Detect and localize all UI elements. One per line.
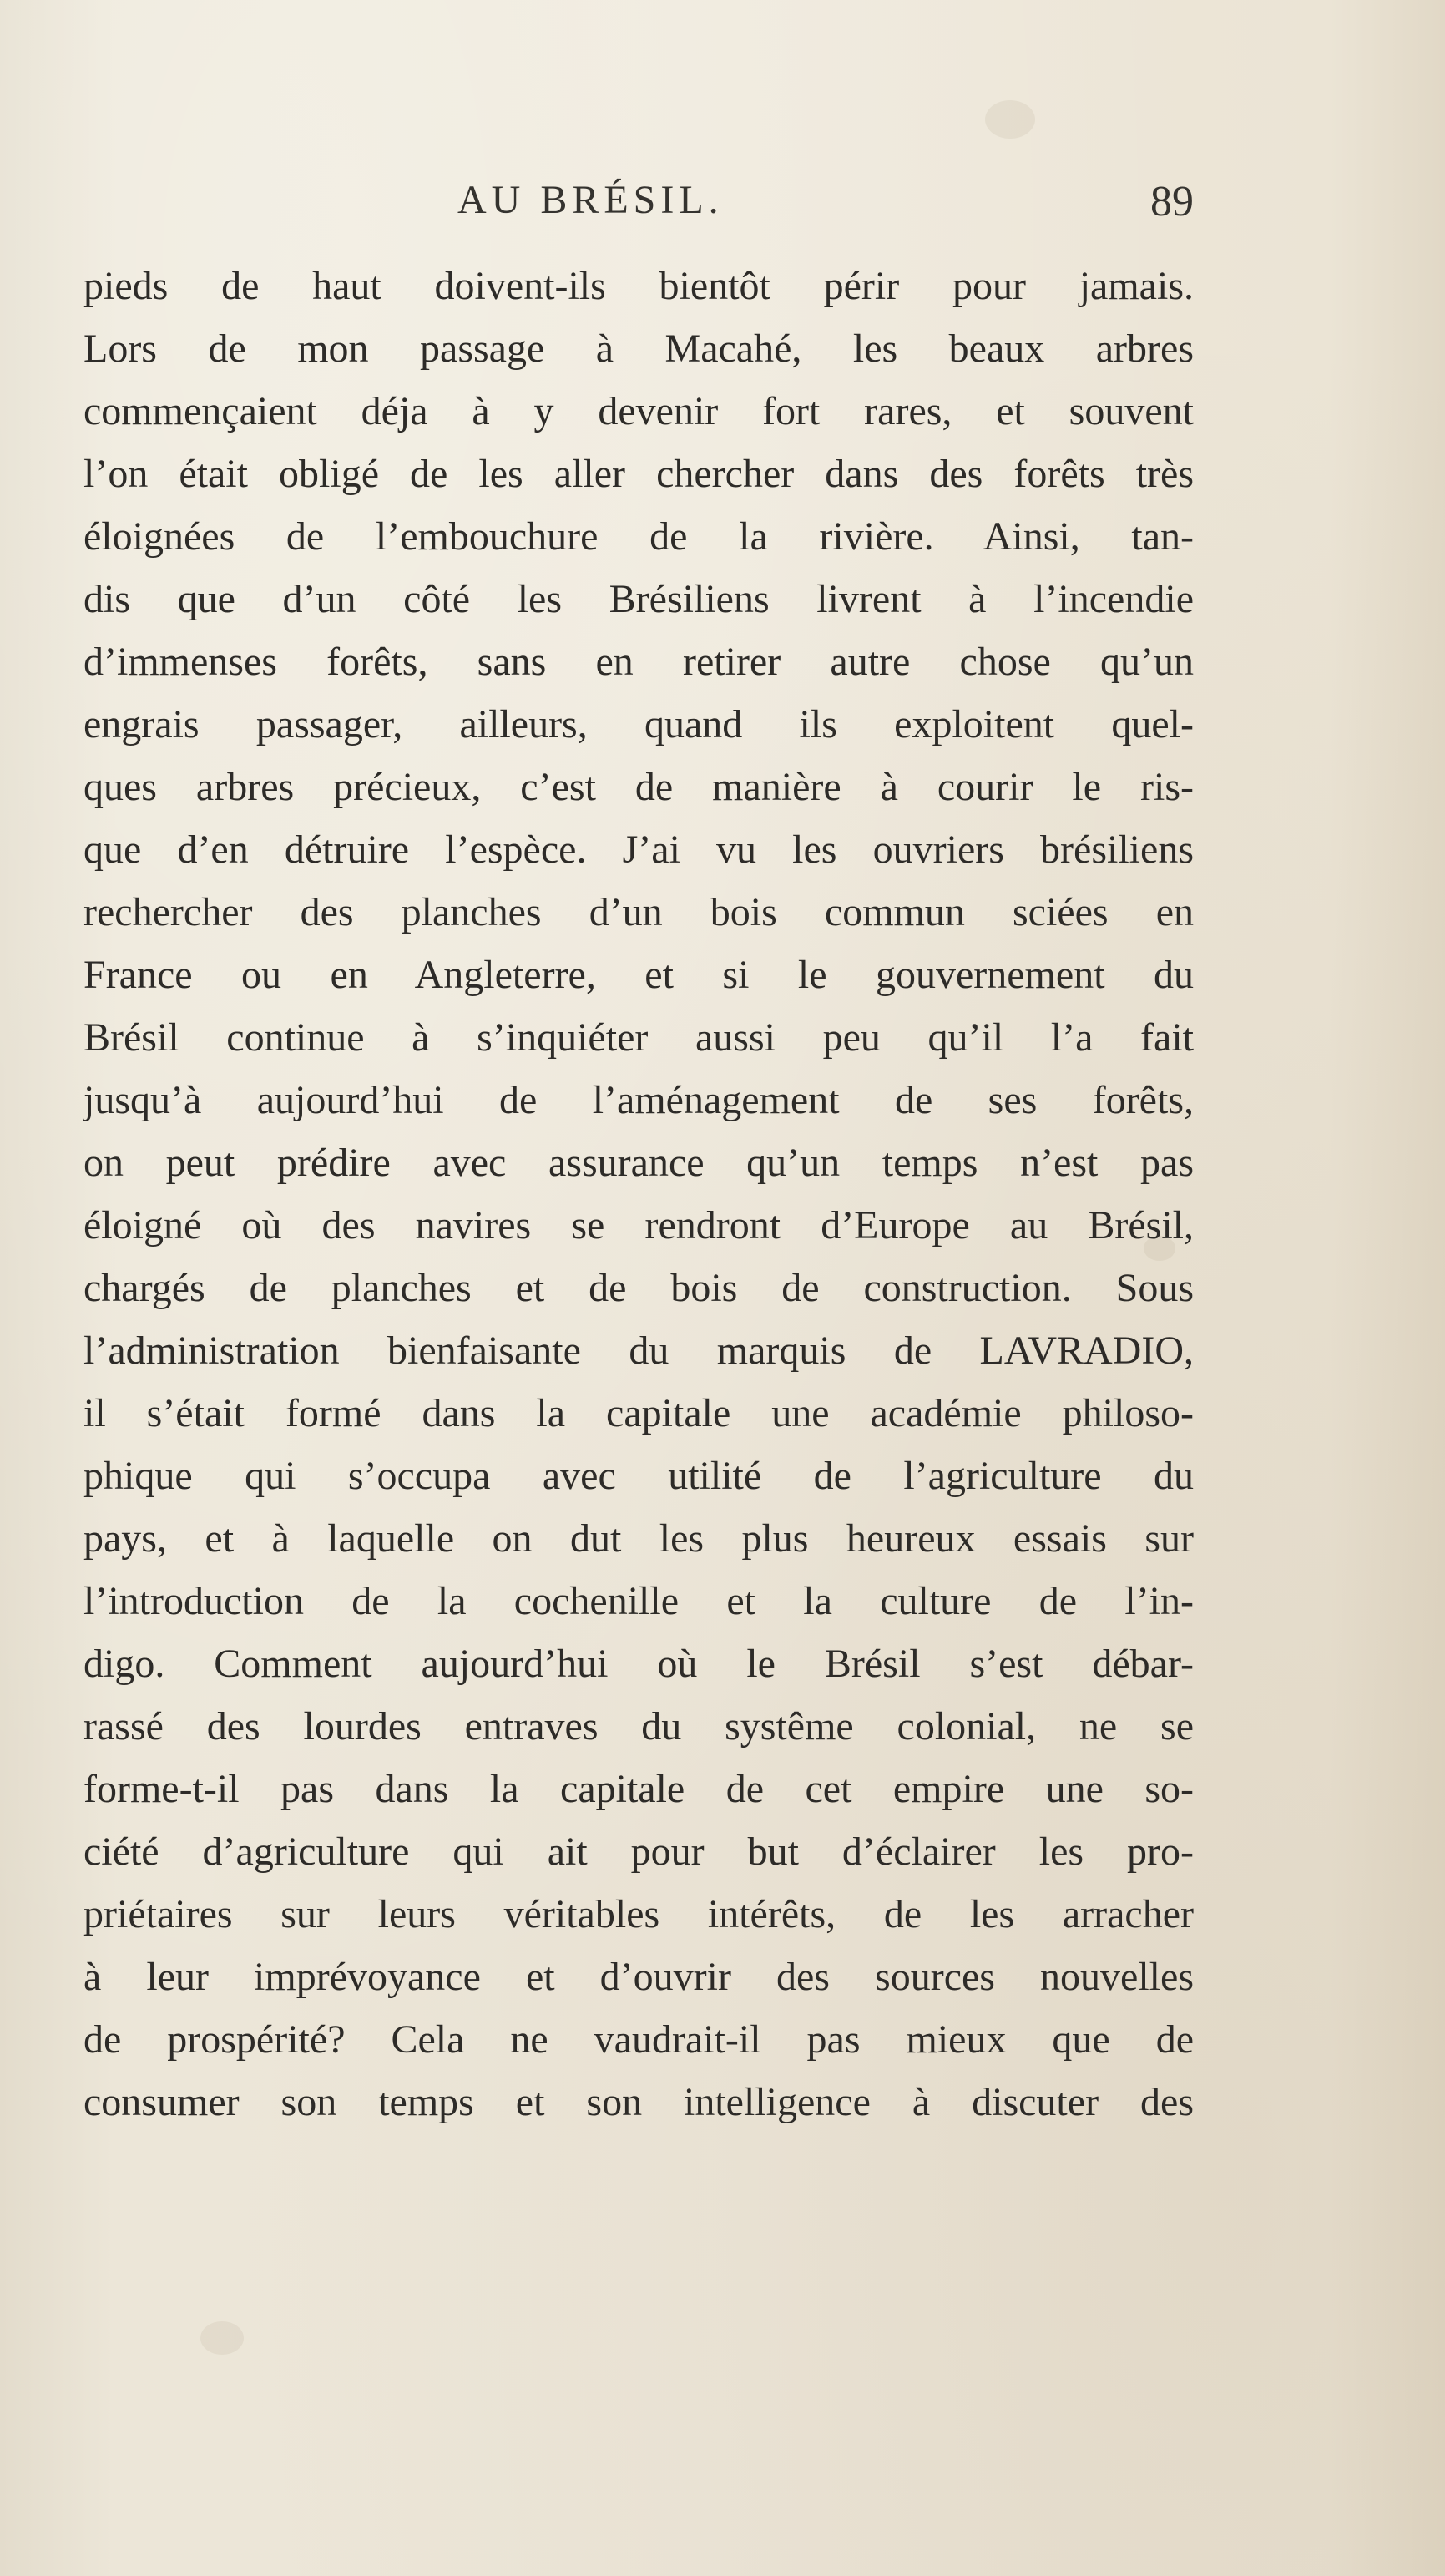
running-title: AU BRÉSIL. bbox=[457, 178, 724, 222]
text-line: l’on était obligé de les aller chercher dans des forêts très bbox=[83, 452, 1194, 496]
text-line: dis que d’un côté les Brésiliens livrent à l’incendie bbox=[83, 577, 1194, 621]
paper-stain bbox=[985, 100, 1035, 139]
text-line: l’introduction de la cochenille et la culture de l’in- bbox=[83, 1579, 1194, 1623]
text-line: rassé des lourdes entraves du systême colonial, ne se bbox=[83, 1704, 1194, 1749]
text-line: Lors de mon passage à Macahé, les beaux arbres bbox=[83, 326, 1194, 371]
text-line: éloignées de l’embouchure de la rivière. Ainsi, tan- bbox=[83, 514, 1194, 559]
text-line: il s’était formé dans la capitale une académie philoso- bbox=[83, 1391, 1194, 1435]
text-line: que d’en détruire l’espèce. J’ai vu les ouvriers brésiliens bbox=[83, 827, 1194, 872]
text-line: de prospérité? Cela ne vaudrait-il pas mieux que de bbox=[83, 2017, 1194, 2062]
text-line: engrais passager, ailleurs, quand ils exploitent quel- bbox=[83, 702, 1194, 746]
text-line: Brésil continue à s’inquiéter aussi peu qu’il l’a fait bbox=[83, 1015, 1194, 1060]
running-head bbox=[83, 177, 1194, 235]
text-line: commençaient déja à y devenir fort rares, et souvent bbox=[83, 389, 1194, 433]
text-line: ques arbres précieux, c’est de manière à courir le ris- bbox=[83, 765, 1194, 809]
text-line: priétaires sur leurs véritables intérêts, de les arracher bbox=[83, 1892, 1194, 1936]
text-line: jusqu’à aujourd’hui de l’aménagement de ses forêts, bbox=[83, 1078, 1194, 1122]
text-line: rechercher des planches d’un bois commun sciées en bbox=[83, 890, 1194, 934]
page-number: 89 bbox=[1150, 178, 1194, 225]
text-line: éloigné où des navires se rendront d’Europe au Brésil, bbox=[83, 1203, 1194, 1248]
text-line: France ou en Angleterre, et si le gouvernement du bbox=[83, 953, 1194, 997]
text-line: ciété d’agriculture qui ait pour but d’éclairer les pro- bbox=[83, 1830, 1194, 1874]
text-line: on peut prédire avec assurance qu’un temps n’est pas bbox=[83, 1141, 1194, 1185]
body-text bbox=[83, 255, 1194, 2133]
text-line: pieds de haut doivent-ils bientôt périr pour jamais. bbox=[83, 264, 1194, 308]
text-line: à leur imprévoyance et d’ouvrir des sources nouvelles bbox=[83, 1955, 1194, 1999]
text-line: l’administration bienfaisante du marquis de LAVRADIO, bbox=[83, 1328, 1194, 1373]
text-line: consumer son temps et son intelligence à discuter des bbox=[83, 2080, 1194, 2124]
text-line: pays, et à laquelle on dut les plus heureux essais sur bbox=[83, 1516, 1194, 1561]
paper-stain bbox=[200, 2321, 244, 2355]
text-line: forme-t-il pas dans la capitale de cet empire une so- bbox=[83, 1767, 1194, 1811]
text-line: d’immenses forêts, sans en retirer autre chose qu’un bbox=[83, 640, 1194, 684]
text-line: digo. Comment aujourd’hui où le Brésil s’est débar- bbox=[83, 1642, 1194, 1686]
text-line: phique qui s’occupa avec utilité de l’agriculture du bbox=[83, 1454, 1194, 1498]
text-line: chargés de planches et de bois de construction. Sous bbox=[83, 1266, 1194, 1310]
